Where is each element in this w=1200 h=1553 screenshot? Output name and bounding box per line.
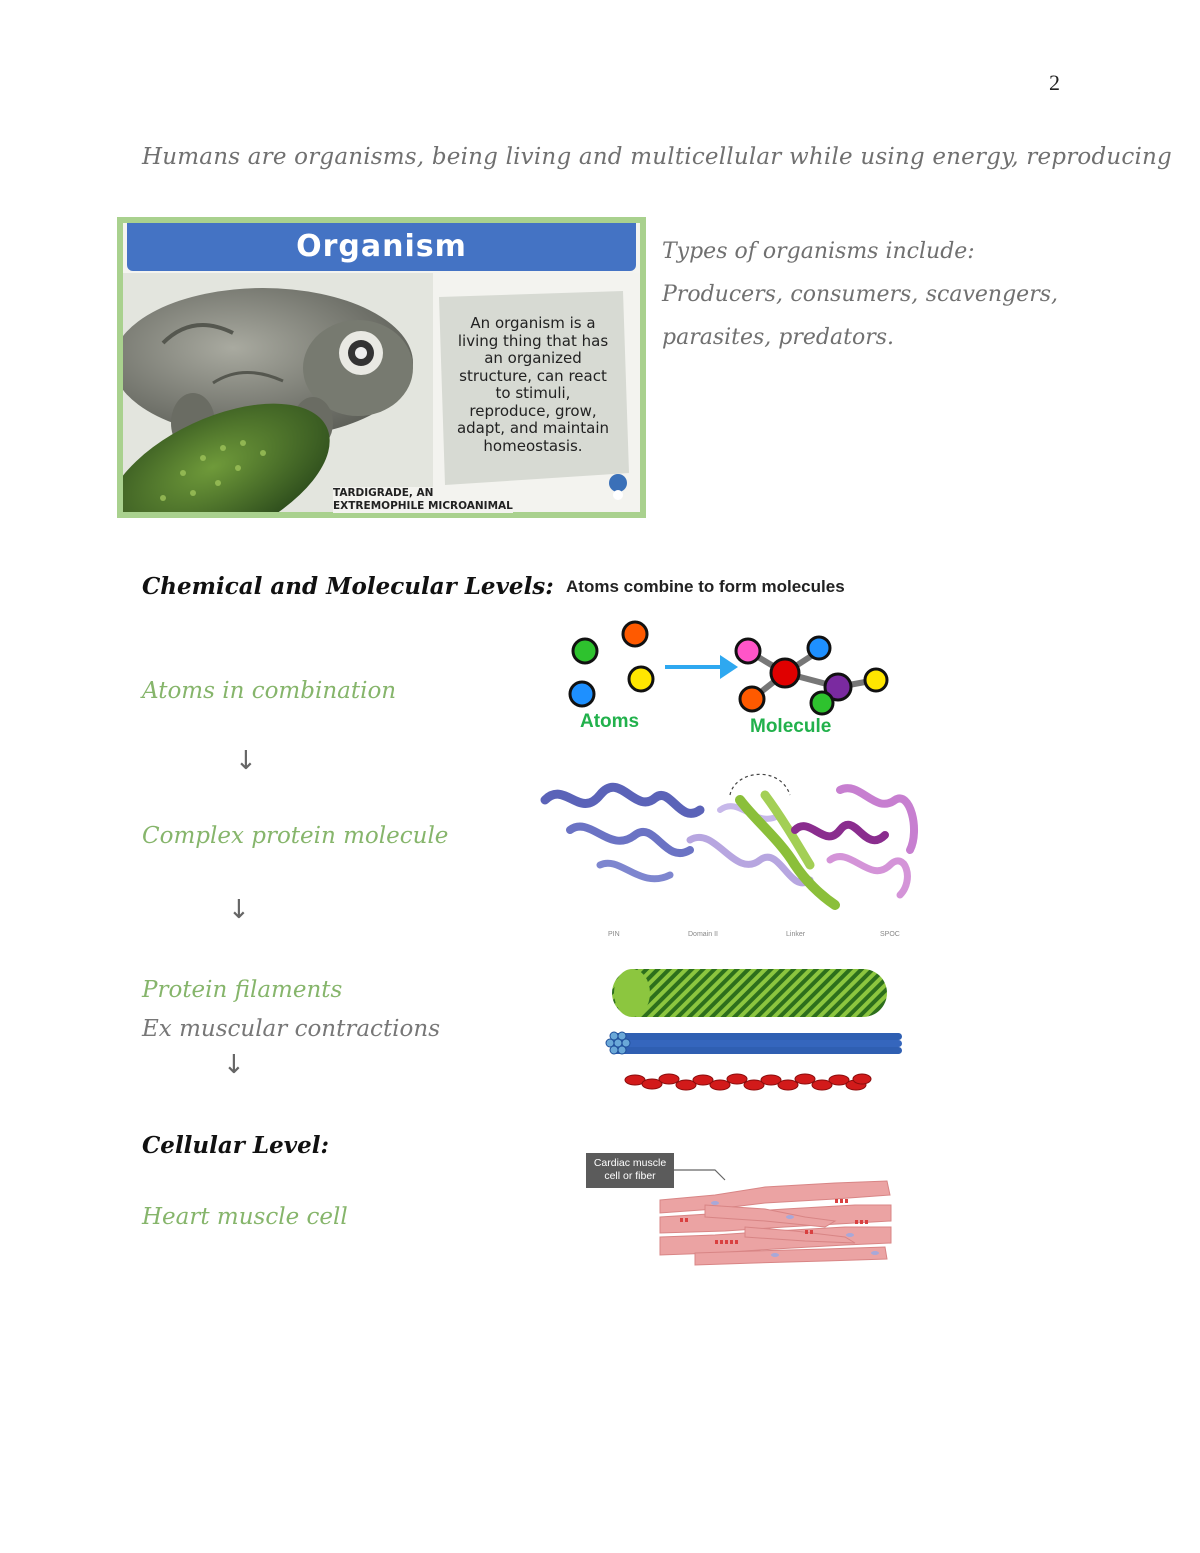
down-arrow-icon: ↓: [228, 895, 250, 925]
organism-card-title: Organism: [127, 223, 636, 271]
filaments-label: Protein filaments: [142, 977, 343, 1003]
cardiac-label-line: cell or fiber: [604, 1170, 656, 1182]
protein-structure-figure: [540, 770, 930, 920]
caption-line: EXTREMOPHILE MICROANIMAL: [333, 500, 513, 512]
filaments-example: Ex muscular contractions: [142, 1016, 441, 1042]
definition-line: an organized: [484, 349, 582, 367]
caption-line: TARDIGRADE, AN: [333, 487, 434, 499]
definition-line: reproduce, grow,: [469, 401, 597, 420]
domain-label: Domain II: [688, 931, 718, 938]
domain-label: SPOC: [880, 931, 900, 938]
types-line: Producers, consumers, scavengers,: [662, 282, 1058, 307]
organism-caption: [333, 487, 513, 513]
definition-line: adapt, and maintain: [456, 419, 610, 437]
protein-molecule-label: Complex protein molecule: [142, 823, 449, 849]
molecule-caption: Molecule: [750, 716, 832, 737]
definition-line: living thing that has: [457, 331, 609, 350]
cardiac-muscle-figure: [655, 1165, 895, 1270]
definition-line: to stimuli,: [495, 384, 571, 402]
down-arrow-icon: ↓: [235, 746, 257, 776]
atoms-figure-title: Atoms combine to form molecules: [566, 577, 845, 596]
down-arrow-icon: ↓: [223, 1050, 245, 1080]
atoms-caption: Atoms: [580, 711, 640, 732]
types-line: parasites, predators.: [662, 325, 894, 350]
definition-line: homeostasis.: [483, 436, 583, 455]
organism-card: [117, 217, 646, 518]
domain-label: Linker: [786, 931, 806, 938]
cellular-section-heading: Cellular Level:: [142, 1132, 329, 1159]
organism-definition: [443, 315, 623, 455]
heart-cell-label: Heart muscle cell: [142, 1204, 348, 1230]
definition-line: structure, can react: [459, 366, 607, 385]
domain-label: PIN: [608, 931, 620, 938]
types-heading: Types of organisms include:: [662, 239, 975, 264]
chemical-section-heading: Chemical and Molecular Levels:: [142, 573, 554, 600]
atoms-label: Atoms in combination: [142, 678, 397, 704]
definition-line: An organism is a: [470, 314, 596, 332]
protein-filaments-figure: [600, 962, 910, 1102]
page-number: 2: [1049, 70, 1060, 95]
organism-types: [662, 230, 1058, 359]
intro-text: Humans are organisms, being living and multicellular while using energy, reproducing: [142, 144, 1172, 170]
cardiac-label-line: Cardiac muscle: [593, 1157, 667, 1169]
